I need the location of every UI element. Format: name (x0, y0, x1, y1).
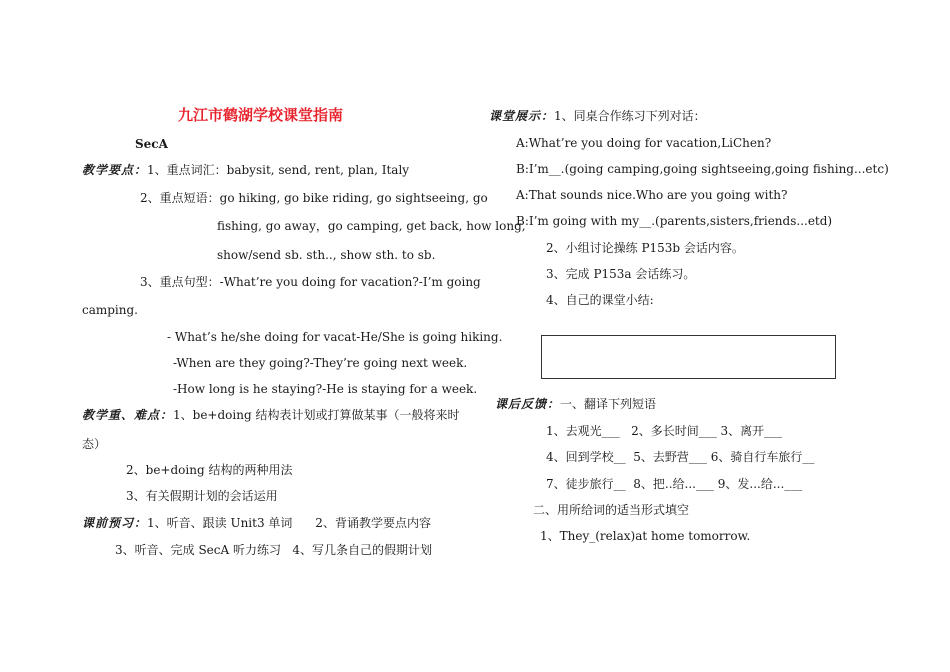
key-sentence-a: - What’s he/she doing for vacat-He/She is going hiking. (167, 330, 503, 344)
feedback-row-2: 4、回到学校__ 5、去野营___ 6、骑自行车旅行__ (546, 450, 815, 464)
page-title: 九江市鹤湖学校课堂指南 (178, 106, 344, 124)
preview-label: 课前预习： (82, 516, 148, 530)
dialog-line-4: B:I’m going with my__.(parents,sisters,friends...etd) (516, 214, 833, 228)
display-intro: 1、同桌合作练习下列对话： (554, 109, 706, 123)
feedback-question-1: 1、They_(relax)at home tomorrow. (540, 529, 751, 543)
display-task-3: 3、完成 P153a 会话练习。 (546, 267, 696, 281)
feedback-row-1: 1、去观光___ 2、多长时间___ 3、离开___ (546, 424, 783, 438)
preview-items-1: 1、听音、跟读 Unit3 单词 2、背诵教学要点内容 (147, 516, 431, 530)
summary-box[interactable] (541, 335, 836, 379)
display-task-4: 4、自己的课堂小结: (546, 293, 654, 307)
display-task-2: 2、小组讨论操练 P153b 会话内容。 (546, 241, 744, 255)
display-line (489, 108, 706, 124)
difficulties-line (82, 407, 459, 423)
key-phrases-line-1: 2、重点短语：go hiking, go bike riding, go sightseeing, go (140, 191, 488, 205)
preview-line-1 (82, 515, 431, 531)
key-sentences-line-1: 3、重点句型：-What’re you doing for vacation?-I’m going (140, 275, 481, 289)
difficulty-item-1a: 1、be+doing 结构表计划或打算做某事（一般将来时 (173, 408, 460, 422)
dialog-line-2: B:I’m__.(going camping,going sightseeing,going fishing...etc) (516, 162, 889, 176)
key-sentence-b: -When are they going?-They’re going next week. (173, 356, 468, 370)
preview-line-2: 3、听音、完成 SecA 听力练习 4、写几条自己的假期计划 (115, 543, 433, 557)
feedback-row-3: 7、徒步旅行__ 8、把..给...___ 9、发...给...___ (546, 477, 803, 491)
key-phrases-line-3: show/send sb. sth.., show sth. to sb. (217, 248, 436, 262)
key-phrases-line-2: fishing, go away，go camping, get back, how long, (217, 219, 526, 233)
key-vocab: 1、重点词汇：babysit, send, rent, plan, Italy (147, 163, 410, 177)
key-points-line (82, 162, 409, 178)
display-label: 课堂展示： (489, 109, 555, 123)
feedback-part-1: 一、翻译下列短语 (560, 397, 657, 411)
difficulty-item-1b: 态） (82, 437, 107, 451)
difficulties-label: 教学重、难点： (82, 408, 174, 422)
key-sentence-c: -How long is he staying?-He is staying for a week. (173, 382, 478, 396)
section-heading: SecA (135, 137, 168, 151)
feedback-label: 课后反馈： (495, 397, 561, 411)
key-sentences-line-2: camping. (82, 303, 138, 317)
dialog-line-3: A:That sounds nice.Who are you going with? (516, 188, 788, 202)
feedback-part-2: 二、用所给词的适当形式填空 (533, 503, 690, 517)
difficulty-item-3: 3、有关假期计划的会话运用 (126, 489, 278, 503)
feedback-line (495, 396, 656, 412)
dialog-line-1: A:What’re you doing for vacation,LiChen? (516, 136, 772, 150)
difficulty-item-2: 2、be+doing 结构的两种用法 (126, 463, 293, 477)
key-points-label: 教学要点： (82, 163, 148, 177)
